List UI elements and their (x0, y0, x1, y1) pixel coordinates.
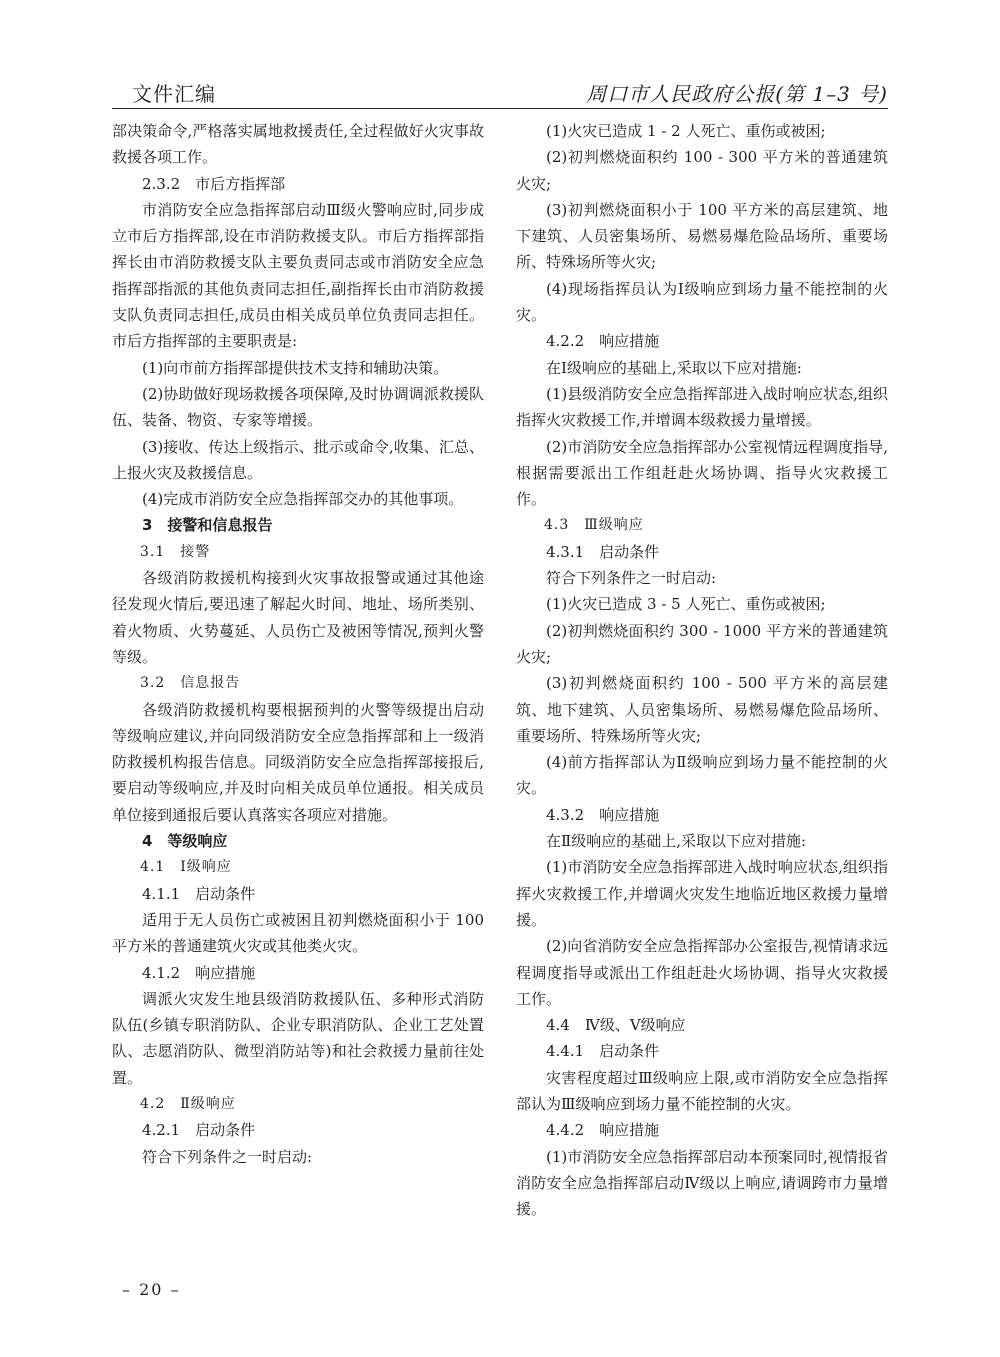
paragraph: (1)火灾已造成 1 - 2 人死亡、重伤或被困; (546, 122, 826, 140)
paragraph: 在Ⅰ级响应的基础上,采取以下应对措施: (546, 358, 802, 377)
paragraph: (2)初判燃烧面积约 100 - 300 平方米的普通建筑火灾; (516, 148, 888, 193)
header-divider (112, 108, 888, 109)
paragraph: 适用于无人员伤亡或被困且初判燃烧面积小于 100 平方米的普通建筑火灾或其他类火灾。 (112, 910, 484, 956)
paragraph: (3)初判燃烧面积小于 100 平方米的高层建筑、地下建筑、人员密集场所、易燃易爆危险品场所、重要场所、特殊场所等火灾; (516, 200, 888, 272)
paragraph: 调派火灾发生地县级消防救援队伍、多种形式消防队伍(乡镇专职消防队、企业专职消防队、企业工艺处置队、志愿消防队、微型消防站等)和社会救援力量前往处置。 (112, 989, 484, 1087)
section-label: 文件汇编 (132, 82, 216, 106)
paragraph: (4)完成市消防安全应急指挥部交办的其他事项。 (142, 490, 464, 509)
subsection-heading: 4.4 Ⅳ级、Ⅴ级响应 (546, 1016, 686, 1035)
publication-title: 周口市人民政府公报(第 1–3 号) (586, 82, 888, 106)
subsection-heading: 4.3 Ⅲ级响应 (544, 517, 644, 534)
left-column (112, 118, 484, 1170)
subsection-heading: 4.2.2 响应措施 (546, 332, 660, 351)
paragraph: 市消防安全应急指挥部启动Ⅲ级火警响应时,同步成立市后方指挥部,设在市消防救援支队。市后方指挥部指挥长由市消防救援支队主要负责同志或市消防安全应急指挥部指派的其他负责同志担任,副指挥长由市消防救援支队负责同志担任,成员由相关成员单位负责同志担任。市后方指挥部的主要职责是: (112, 200, 484, 351)
paragraph: (1)向市前方指挥部提供技术支持和辅助决策。 (142, 358, 449, 377)
paragraph: (2)向省消防安全应急指挥部办公室报告,视情请求远程调度指导或派出工作组赶赴火场协调、指导火灾救援工作。 (516, 937, 888, 1008)
paragraph: (4)前方指挥部认为Ⅱ级响应到场力量不能控制的火灾。 (516, 753, 888, 798)
paragraph: (1)市消防安全应急指挥部启动本预案同时,视情报省消防安全应急指挥部启动Ⅳ级以上响应,请调跨市力量增援。 (516, 1147, 888, 1219)
page-header (112, 78, 888, 108)
subsection-heading: 4.3.2 响应措施 (546, 805, 660, 824)
paragraph: 部决策命令,严格落实属地救援责任,全过程做好火灾事故救援各项工作。 (112, 122, 484, 167)
subsection-heading: 4.1.2 响应措施 (142, 963, 256, 982)
subsection-heading: 4.3.1 启动条件 (546, 542, 660, 561)
subsection-heading: 3.2 信息报告 (140, 675, 241, 692)
paragraph: (2)市消防安全应急指挥部办公室视情远程调度指导,根据需要派出工作组赶赴火场协调、指导火灾救援工作。 (516, 437, 888, 509)
subsection-heading: 4.4.1 启动条件 (546, 1042, 660, 1061)
paragraph: (1)县级消防安全应急指挥部进入战时响应状态,组织指挥火灾救援工作,并增调本级救援力量增援。 (516, 384, 888, 430)
paragraph: 符合下列条件之一时启动: (546, 569, 717, 588)
paragraph: (2)初判燃烧面积约 300 - 1000 平方米的普通建筑火灾; (516, 621, 888, 666)
subsection-heading: 2.3.2 市后方指挥部 (142, 174, 286, 193)
paragraph: 各级消防救援机构要根据预判的火警等级提出启动等级响应建议,并向同级消防安全应急指挥部和上一级消防救援机构报告信息。同级消防安全应急指挥部接报后,要启动等级响应,并及时向相关成员单位通报。相关成员单位接到通报后要认真落实各项应对措施。 (112, 700, 484, 824)
paragraph: (3)接收、传达上级指示、批示或命令,收集、汇总、上报火灾及救援信息。 (112, 437, 484, 482)
paragraph: (2)协助做好现场救援各项保障,及时协调调派救援队伍、装备、物资、专家等增援。 (112, 384, 484, 430)
section-heading: 4 等级响应 (142, 832, 228, 851)
subsection-heading: 4.4.2 响应措施 (546, 1121, 660, 1140)
paragraph: (1)火灾已造成 3 - 5 人死亡、重伤或被困; (546, 595, 826, 614)
paragraph: 各级消防救援机构接到火灾事故报警或通过其他途径发现火情后,要迅速了解起火时间、地址、场所类别、着火物质、火势蔓延、人员伤亡及被困等情况,预判火警等级。 (112, 569, 484, 666)
paragraph: 符合下列条件之一时启动: (142, 1147, 313, 1166)
paragraph: (4)现场指挥员认为Ⅰ级响应到场力量不能控制的火灾。 (516, 279, 888, 325)
subsection-heading: 4.2 Ⅱ级响应 (140, 1095, 236, 1112)
subsection-heading: 4.1 Ⅰ级响应 (140, 859, 232, 876)
subsection-heading: 4.1.1 启动条件 (142, 884, 256, 903)
paragraph: (3)初判燃烧面积约 100 - 500 平方米的高层建筑、地下建筑、人员密集场所、易燃易爆危险品场所、重要场所、特殊场所等火灾; (516, 674, 888, 745)
right-column (516, 118, 888, 1222)
paragraph: 在Ⅱ级响应的基础上,采取以下应对措施: (546, 832, 807, 851)
section-heading: 3 接警和信息报告 (142, 516, 273, 535)
paragraph: (1)市消防安全应急指挥部进入战时响应状态,组织指挥火灾救援工作,并增调火灾发生地临近地区救援力量增援。 (516, 858, 888, 929)
paragraph: 灾害程度超过Ⅲ级响应上限,或市消防安全应急指挥部认为Ⅲ级响应到场力量不能控制的火灾。 (516, 1068, 888, 1113)
subsection-heading: 3.1 接警 (140, 543, 211, 560)
page-number: – 20 – (122, 1280, 181, 1299)
subsection-heading: 4.2.1 启动条件 (142, 1121, 256, 1140)
